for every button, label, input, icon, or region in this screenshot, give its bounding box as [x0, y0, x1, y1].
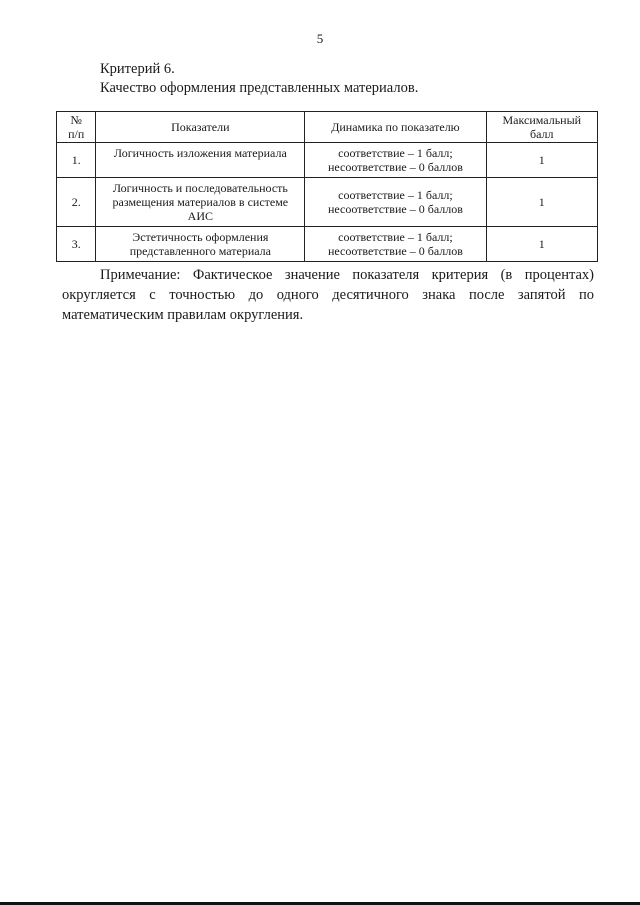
header-dynamics: Динамика по показателю [305, 112, 486, 143]
criterion-subtitle: Качество оформления представленных материалов. [100, 80, 419, 96]
criterion-heading [100, 60, 418, 98]
row-dynamics-mismatch: несоответствие – 0 баллов [327, 244, 463, 258]
row-indicator: Логичность и последовательность размещения материалов в системе АИС [96, 178, 305, 227]
row-dynamics-match: соответствие – 1 балл; [338, 146, 453, 160]
table-row [57, 227, 598, 262]
row-max-score: 1 [486, 227, 597, 262]
page-number: 5 [316, 31, 324, 46]
row-num: 2. [57, 178, 96, 227]
criteria-table [56, 111, 598, 262]
row-num: 3. [57, 227, 96, 262]
header-num [57, 112, 96, 143]
row-indicator: Логичность изложения материала [96, 143, 305, 178]
table-row [57, 178, 598, 227]
row-num: 1. [57, 143, 96, 178]
row-dynamics [305, 143, 486, 178]
row-max-score: 1 [486, 143, 597, 178]
header-indicators: Показатели [96, 112, 305, 143]
header-max-score [486, 112, 597, 143]
row-dynamics-match: соответствие – 1 балл; [338, 230, 453, 244]
row-dynamics-mismatch: несоответствие – 0 баллов [327, 160, 463, 174]
header-max-score-label: Максимальный балл [502, 113, 582, 141]
criterion-title: Критерий 6. [100, 61, 175, 77]
row-indicator: Эстетичность оформления представленного материала [96, 227, 305, 262]
row-dynamics [305, 178, 486, 227]
row-dynamics-match: соответствие – 1 балл; [338, 188, 453, 202]
note-paragraph: Примечание: Фактическое значение показателя критерия (в процентах) округляется с точностью до одного десятичного знака после запятой по математическим правилам округления. [62, 267, 594, 323]
row-dynamics [305, 227, 486, 262]
header-num-label: № п/п [68, 113, 85, 141]
row-dynamics-mismatch: несоответствие – 0 баллов [327, 202, 463, 216]
table-header-row [57, 112, 598, 143]
row-max-score: 1 [486, 178, 597, 227]
table-row [57, 143, 598, 178]
